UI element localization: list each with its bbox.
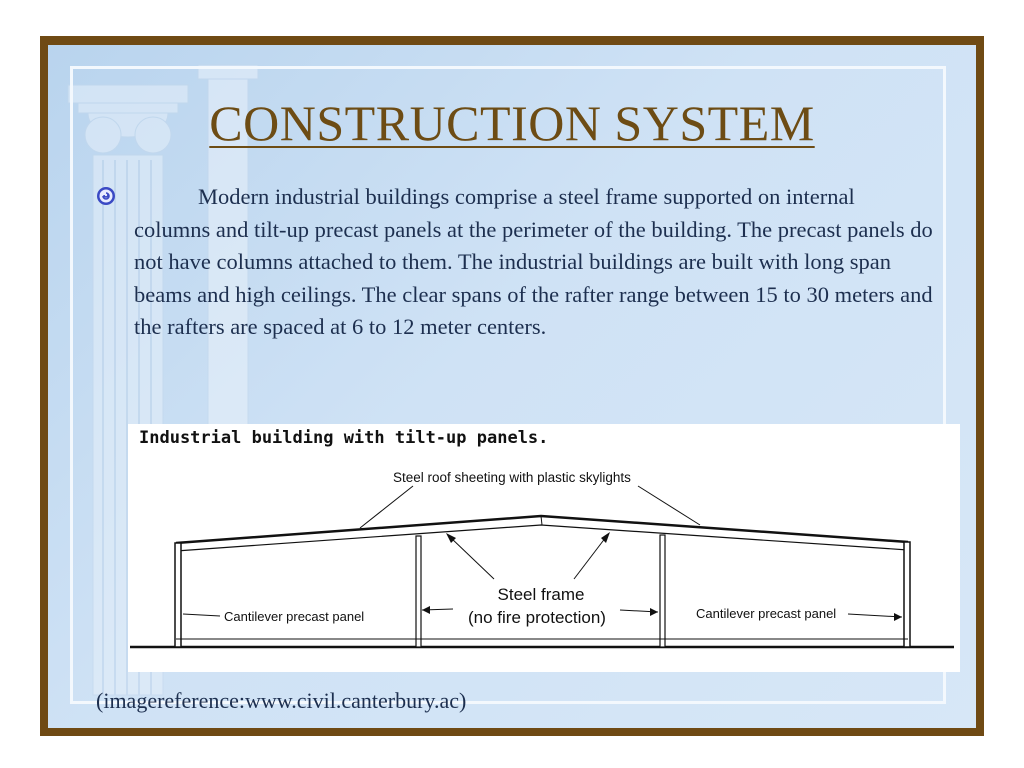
right-panel-label: Cantilever precast panel xyxy=(696,606,837,621)
bullet-text: Modern industrial buildings comprise a steel frame supported on internal columns and tilt-up precast panels at the perimeter of the building. The precast panels do not have columns attached to them. The industrial buildings are built with long span beams and high ceilings. The clear spans of the rafter range between 15 to 30 meters and the rafters are spaced at 6 to 12 meter centers. xyxy=(134,184,933,339)
swirl-bullet-icon xyxy=(96,186,116,206)
building-figure xyxy=(128,424,960,672)
roof-bottom xyxy=(176,525,908,551)
steel-frame-label: Steel frame xyxy=(497,585,585,604)
slide-title: CONSTRUCTION SYSTEM xyxy=(209,95,815,151)
steel-column-right xyxy=(660,535,665,647)
roof-label: Steel roof sheeting with plastic skylights xyxy=(393,470,631,485)
left-precast-panel xyxy=(175,543,181,647)
steel-column-left xyxy=(416,536,421,647)
fire-protection-label: (no fire protection) xyxy=(468,608,606,627)
image-reference: (imagereference:www.civil.canterbury.ac) xyxy=(96,688,467,713)
left-panel-label: Cantilever precast panel xyxy=(224,609,365,624)
roof-top xyxy=(176,516,908,543)
figure-title: Industrial building with tilt-up panels. xyxy=(139,428,549,448)
right-precast-panel xyxy=(904,542,910,647)
building-diagram xyxy=(128,424,960,672)
